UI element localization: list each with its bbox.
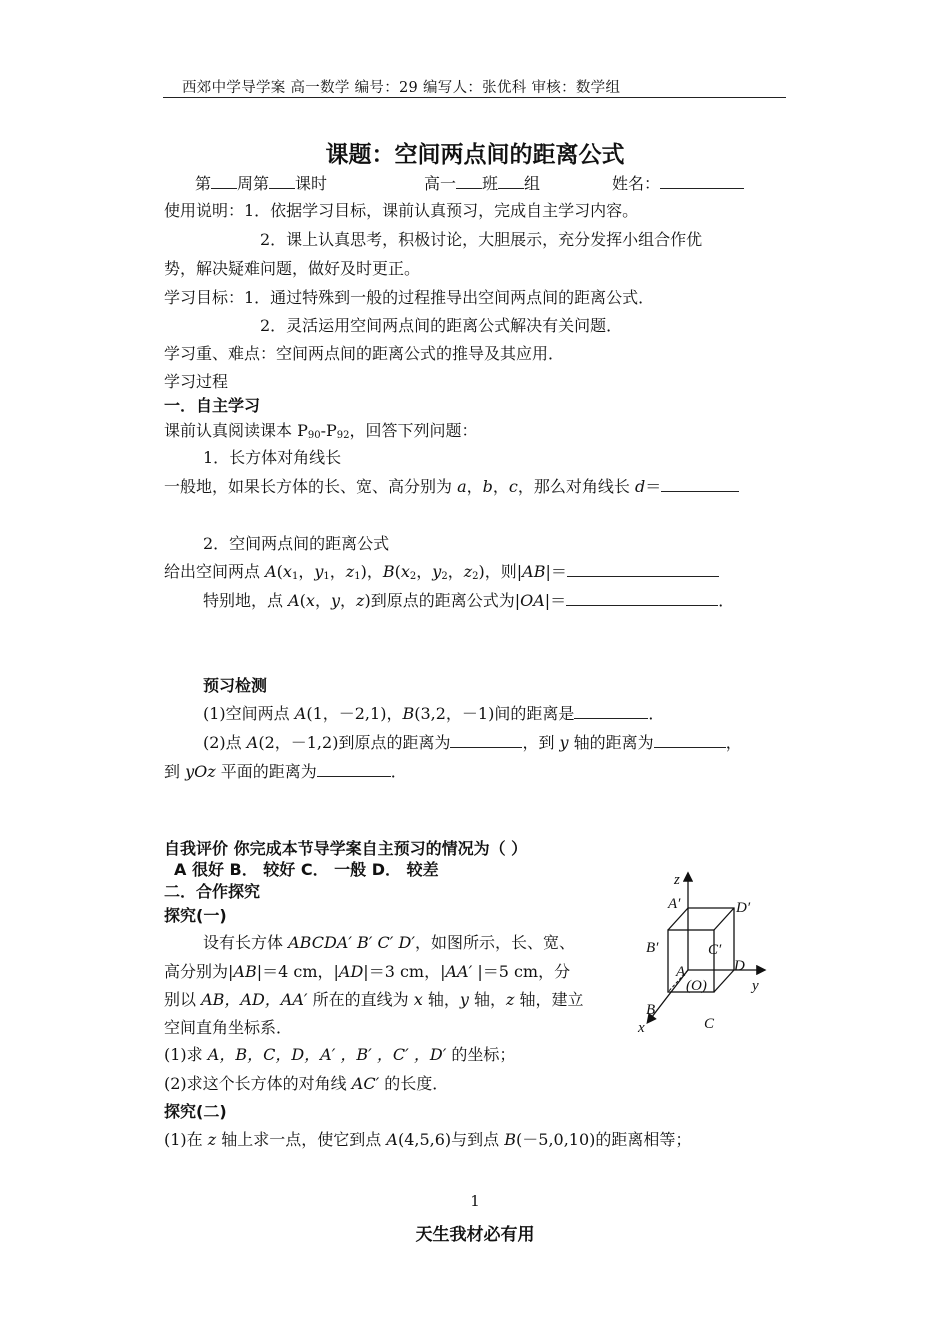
explore2-q1: (1)在 z 轴上求一点，使它到点 A(4,5,6)与到点 B(－5,0,10)的距离相等； [164, 1130, 692, 1149]
back-edges [688, 908, 734, 970]
label-y: y [752, 978, 759, 994]
label-d1: D′ [736, 900, 751, 916]
check-q2-line-2: 到 yOz 平面的距离为 ． [164, 762, 407, 781]
cuboid-figure [630, 866, 780, 1036]
section2-heading: 二．合作探究 [164, 882, 261, 901]
usage-line-1: 使用说明：1．依据学习目标，课前认真预习，完成自主学习内容。 [164, 201, 639, 220]
label-x: x [638, 1020, 645, 1036]
item2-title: 2．空间两点间的距离公式 [203, 534, 390, 553]
label-c1: C′ [708, 942, 722, 958]
footer-motto: 天生我材必有用 [415, 1225, 535, 1245]
explore1-heading: 探究(一) [164, 906, 227, 925]
explore1-p4: 空间直角坐标系． [164, 1018, 293, 1037]
usage-line-2: 2．课上认真思考，积极讨论，大胆展示，充分发挥小组合作优 [260, 230, 703, 249]
explore1-p2: 高分别为|AB|＝4 cm，|AD|＝3 cm，|AA′ |＝5 cm，分 [164, 962, 571, 981]
usage-line-3: 势，解决疑难问题，做好及时更正。 [164, 259, 421, 278]
item2-line-1: 给出空间两点 $A(x_1$，$y_1$，$z_1$)，$B(x_2$，$y_2$，$z_2$)，则|AB|＝ [164, 559, 719, 582]
check-q2-blank-1[interactable] [450, 733, 522, 748]
diagonal-blank[interactable] [661, 477, 739, 492]
section1-intro: 课前认真阅读课本 $P_{90}-P_{92}$，回答下列问题： [164, 421, 478, 441]
ab-distance-blank[interactable] [567, 562, 719, 577]
process-label: 学习过程 [164, 372, 229, 391]
info-class: 高一 班 组 [424, 174, 541, 193]
label-d: D [734, 958, 745, 974]
item1-text: 一般地，如果长方体的长、宽、高分别为 a，b，c，那么对角线长 d＝ [164, 474, 739, 497]
explore1-p3: 别以 AB，AD，AA′ 所在的直线为 x 轴，y 轴，z 轴，建立 [164, 990, 584, 1009]
item2-line-2: 特别地，点 A(x，y，z)到原点的距离公式为|OA|＝ ． [203, 591, 735, 610]
self-eval-line-1: 自我评价 你完成本节导学案自主预习的情况为（ ） [164, 839, 528, 858]
explore1-p1: 设有长方体 ABCDA′ B′ C′ D′，如图所示，长、宽、 [203, 933, 575, 952]
edge-d1c1 [714, 908, 734, 930]
label-o: (O) [686, 978, 707, 994]
section1-heading: 一．自主学习 [164, 396, 261, 415]
check-q2: (2)点 A(2，－1,2)到原点的距离为 ，到 y 轴的距离为 ， [203, 733, 742, 752]
oa-distance-blank[interactable] [566, 591, 718, 606]
check-q1-blank[interactable] [574, 704, 648, 719]
goals-line-2: 2．灵活运用空间两点间的距离公式解决有关问题． [260, 316, 623, 335]
label-b1: B′ [646, 940, 659, 956]
label-a: A [676, 964, 686, 980]
explore1-q2: (2)求这个长方体的对角线 AC′ 的长度． [164, 1074, 449, 1093]
page-title: 课题：空间两点间的距离公式 [325, 142, 625, 168]
label-c: C [704, 1016, 715, 1032]
info-name: 姓名： [612, 171, 744, 194]
info-week: 第 周第 课时 [195, 174, 328, 193]
edge-dc [714, 970, 734, 992]
check-q2-blank-2[interactable] [654, 733, 726, 748]
goals-line-1: 学习目标：1．通过特殊到一般的过程推导出空间两点间的距离公式． [164, 288, 655, 307]
check-q2-blank-3[interactable] [317, 762, 391, 777]
page-number: 1 [470, 1192, 480, 1210]
label-a1: A′ [668, 896, 681, 912]
header-text: 西郊中学导学案 高一数学 编号：29 编写人：张优科 审核：数学组 [182, 80, 621, 96]
check-q1: (1)空间两点 A(1，－2,1)，B(3,2，－1)间的距离是 ． [203, 704, 665, 723]
explore2-heading: 探究(二) [164, 1102, 227, 1121]
label-b: B [646, 1002, 656, 1018]
self-eval-line-2: A 很好 B． 较好 C． 一般 D． 较差 [174, 860, 439, 879]
label-z: z [674, 872, 680, 888]
item1-title: 1．长方体对角线长 [203, 448, 342, 467]
check-heading: 预习检测 [203, 676, 268, 695]
header-rule [163, 97, 786, 98]
key-points: 学习重、难点：空间两点间的距离公式的推导及其应用． [164, 344, 565, 363]
explore1-q1: (1)求 A，B，C，D，A′ ，B′ ，C′ ，D′ 的坐标； [164, 1045, 516, 1064]
